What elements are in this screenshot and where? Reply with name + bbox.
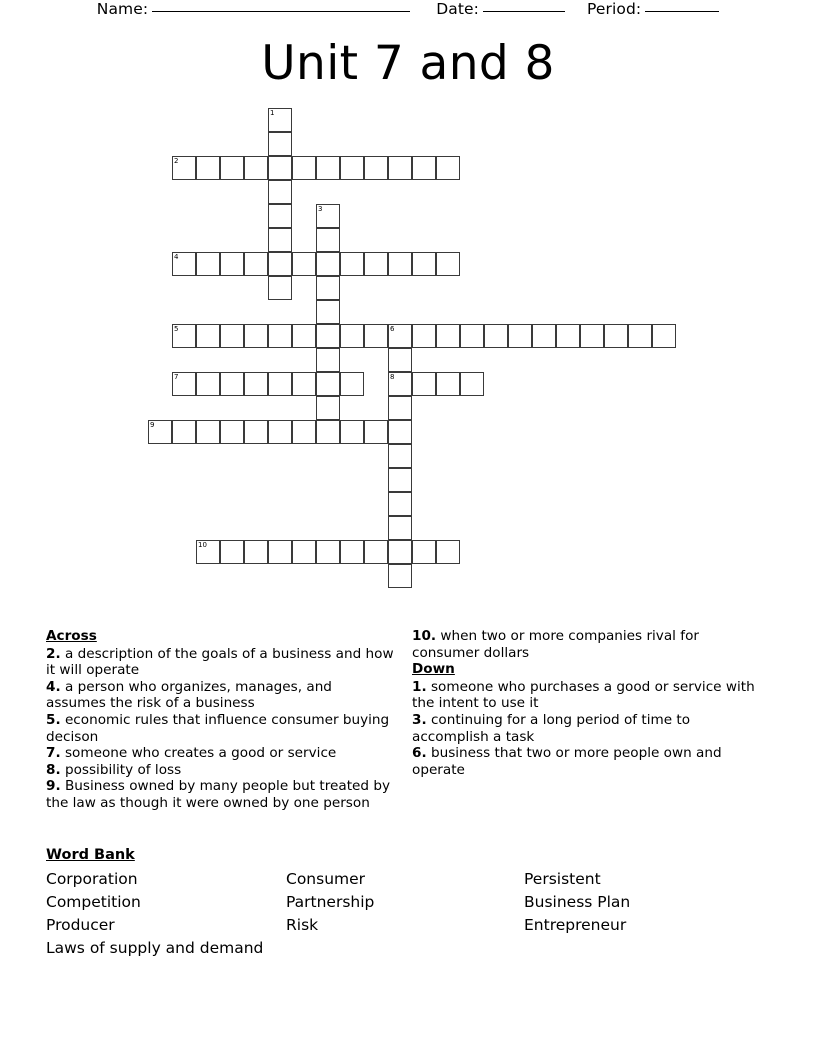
crossword-cell[interactable]	[172, 156, 196, 180]
crossword-cell[interactable]	[292, 420, 316, 444]
crossword-cell[interactable]	[340, 420, 364, 444]
crossword-cell[interactable]	[484, 324, 508, 348]
crossword-cell[interactable]	[292, 540, 316, 564]
clue-item	[412, 712, 760, 745]
crossword-cell[interactable]	[436, 540, 460, 564]
crossword-cell[interactable]	[508, 324, 532, 348]
crossword-cell[interactable]	[316, 420, 340, 444]
crossword-cell[interactable]	[172, 252, 196, 276]
crossword-cell[interactable]	[172, 372, 196, 396]
crossword-cell[interactable]	[340, 324, 364, 348]
crossword-cell[interactable]	[268, 228, 292, 252]
crossword-cell[interactable]	[292, 156, 316, 180]
crossword-cell[interactable]	[436, 324, 460, 348]
down-clue-list	[412, 679, 760, 779]
crossword-clue-number: 10	[198, 541, 207, 549]
clue-text: a person who organizes, manages, and assumes the risk of a business	[46, 678, 332, 712]
clue-text: someone who purchases a good or service with the intent to use it	[412, 678, 755, 712]
clue-item	[46, 679, 394, 712]
crossword-cell[interactable]	[364, 324, 388, 348]
clue-item	[46, 646, 394, 679]
crossword-cell[interactable]	[244, 540, 268, 564]
crossword-cell[interactable]	[268, 252, 292, 276]
clue-text: possibility of loss	[60, 761, 182, 778]
crossword-cell[interactable]	[388, 252, 412, 276]
crossword-cell[interactable]	[220, 252, 244, 276]
clue-item	[412, 628, 760, 661]
word-bank-section	[46, 845, 772, 960]
crossword-cell[interactable]	[412, 324, 436, 348]
crossword-cell[interactable]	[316, 252, 340, 276]
word-bank-item: Competition	[46, 893, 141, 911]
clue-item	[46, 778, 394, 811]
clue-number: 8.	[46, 761, 61, 778]
clue-text: when two or more companies rival for consumer dollars	[412, 628, 699, 661]
crossword-cell[interactable]	[388, 468, 412, 492]
crossword-cell[interactable]	[532, 324, 556, 348]
word-bank-item: Producer	[46, 916, 115, 934]
crossword-cell[interactable]	[436, 252, 460, 276]
crossword-cell[interactable]	[316, 396, 340, 420]
crossword-cell[interactable]	[436, 372, 460, 396]
clue-item	[46, 762, 394, 779]
crossword-clue-number: 5	[174, 325, 179, 333]
crossword-cell[interactable]	[292, 324, 316, 348]
crossword-cell[interactable]	[316, 324, 340, 348]
crossword-cell[interactable]	[628, 324, 652, 348]
crossword-cell[interactable]	[364, 540, 388, 564]
crossword-cell[interactable]	[292, 372, 316, 396]
clue-item	[412, 679, 760, 712]
crossword-cell[interactable]	[364, 252, 388, 276]
crossword-clue-number: 7	[174, 373, 179, 381]
crossword-cell[interactable]	[220, 540, 244, 564]
crossword-cell[interactable]	[412, 156, 436, 180]
crossword-cell[interactable]	[220, 156, 244, 180]
crossword-cell[interactable]	[340, 372, 364, 396]
clues-section	[46, 628, 772, 838]
clue-text: Business owned by many people but treated by the law as though it were owned by one person	[46, 778, 391, 811]
crossword-cell[interactable]	[388, 444, 412, 468]
clue-number: 9.	[46, 778, 61, 795]
word-bank-heading: Word Bank	[46, 847, 135, 863]
crossword-cell[interactable]	[220, 372, 244, 396]
crossword-cell[interactable]	[388, 348, 412, 372]
word-bank-item: Business Plan	[524, 893, 631, 911]
word-bank-item: Consumer	[286, 870, 366, 888]
crossword-cell[interactable]	[388, 492, 412, 516]
crossword-cell[interactable]	[196, 372, 220, 396]
crossword-cell[interactable]	[244, 252, 268, 276]
crossword-cell[interactable]	[196, 156, 220, 180]
page-title: Unit 7 and 8	[261, 36, 555, 91]
clue-text: economic rules that influence consumer buying decison	[46, 711, 390, 745]
clues-column-left	[46, 628, 394, 812]
word-bank-item: Partnership	[286, 893, 375, 911]
crossword-cell[interactable]	[196, 252, 220, 276]
crossword-cell[interactable]	[412, 540, 436, 564]
crossword-cell[interactable]	[172, 420, 196, 444]
crossword-cell[interactable]	[292, 252, 316, 276]
crossword-cell[interactable]	[340, 156, 364, 180]
clue-text: someone who creates a good or service	[60, 745, 337, 762]
crossword-clue-number: 9	[150, 421, 155, 429]
crossword-cell[interactable]	[340, 252, 364, 276]
clue-number: 2.	[46, 645, 61, 662]
crossword-cell[interactable]	[268, 324, 292, 348]
crossword-cell[interactable]	[196, 540, 220, 564]
clue-number: 3.	[412, 711, 427, 728]
crossword-cell[interactable]	[412, 372, 436, 396]
crossword-cell[interactable]	[316, 204, 340, 228]
crossword-cell[interactable]	[244, 324, 268, 348]
down-heading: Down	[412, 661, 455, 678]
crossword-cell[interactable]	[388, 372, 412, 396]
crossword-cell[interactable]	[244, 156, 268, 180]
crossword-cell[interactable]	[388, 516, 412, 540]
clue-text: a description of the goals of a business and how it will operate	[46, 645, 394, 679]
clue-number: 7.	[46, 745, 61, 762]
crossword-cell[interactable]	[316, 372, 340, 396]
crossword-cell[interactable]	[148, 420, 172, 444]
crossword-cell[interactable]	[316, 300, 340, 324]
clue-number: 4.	[46, 678, 61, 695]
crossword-cell[interactable]	[316, 540, 340, 564]
crossword-cell[interactable]	[268, 204, 292, 228]
across-clue-list-right	[412, 628, 760, 661]
word-bank-item: Persistent	[524, 870, 601, 888]
crossword-cell[interactable]	[580, 324, 604, 348]
clue-number: 1.	[412, 678, 427, 695]
crossword-cell[interactable]	[412, 252, 436, 276]
crossword-cell[interactable]	[388, 324, 412, 348]
crossword-cell[interactable]	[220, 324, 244, 348]
crossword-cell[interactable]	[388, 156, 412, 180]
crossword-cell[interactable]	[244, 372, 268, 396]
crossword-cell[interactable]	[268, 180, 292, 204]
clue-text: business that two or more people own and operate	[412, 745, 722, 778]
clue-text: continuing for a long period of time to accomplish a task	[412, 711, 691, 745]
crossword-cell[interactable]	[244, 420, 268, 444]
crossword-cell[interactable]	[268, 540, 292, 564]
name-label: Name:	[96, 0, 149, 18]
crossword-cell[interactable]	[364, 420, 388, 444]
crossword-cell[interactable]	[460, 324, 484, 348]
crossword-cell[interactable]	[268, 156, 292, 180]
crossword-cell[interactable]	[268, 372, 292, 396]
crossword-cell[interactable]	[388, 420, 412, 444]
crossword-cell[interactable]	[268, 132, 292, 156]
crossword-cell[interactable]	[388, 540, 412, 564]
crossword-cell[interactable]	[436, 156, 460, 180]
crossword-cell[interactable]	[460, 372, 484, 396]
crossword-cell[interactable]	[388, 396, 412, 420]
crossword-clue-number: 4	[174, 253, 179, 261]
word-bank-item: Entrepreneur	[524, 916, 627, 934]
clue-number: 6.	[412, 745, 427, 762]
crossword-clue-number: 2	[174, 157, 179, 165]
clue-item	[412, 745, 760, 778]
clue-item	[46, 745, 394, 762]
crossword-cell[interactable]	[364, 156, 388, 180]
crossword-cell[interactable]	[268, 420, 292, 444]
crossword-cell[interactable]	[268, 276, 292, 300]
word-bank-item: Corporation	[46, 870, 138, 888]
word-bank-item: Risk	[286, 916, 319, 934]
crossword-cell[interactable]	[220, 420, 244, 444]
crossword-cell[interactable]	[196, 324, 220, 348]
crossword-clue-number: 8	[390, 373, 395, 381]
crossword-cell[interactable]	[268, 108, 292, 132]
crossword-clue-number: 6	[390, 325, 395, 333]
crossword-clue-number: 3	[318, 205, 323, 213]
across-clue-list-left	[46, 646, 394, 812]
clue-number: 10.	[412, 628, 437, 644]
crossword-cell[interactable]	[316, 228, 340, 252]
clue-item	[46, 712, 394, 745]
crossword-cell[interactable]	[556, 324, 580, 348]
crossword-cell[interactable]	[196, 420, 220, 444]
date-label: Date:	[436, 0, 479, 18]
crossword-cell[interactable]	[388, 564, 412, 588]
crossword-cell[interactable]	[604, 324, 628, 348]
crossword-cell[interactable]	[316, 348, 340, 372]
crossword-cell[interactable]	[316, 156, 340, 180]
clues-column-right	[412, 628, 760, 778]
word-bank-item: Laws of supply and demand	[46, 939, 264, 957]
crossword-cell[interactable]	[172, 324, 196, 348]
period-label: Period:	[586, 0, 642, 18]
word-bank-list	[46, 868, 772, 960]
across-heading: Across	[46, 628, 97, 644]
crossword-clue-number: 1	[270, 109, 275, 117]
crossword-cell[interactable]	[316, 276, 340, 300]
clue-number: 5.	[46, 711, 61, 728]
crossword-cell[interactable]	[652, 324, 676, 348]
crossword-cell[interactable]	[340, 540, 364, 564]
